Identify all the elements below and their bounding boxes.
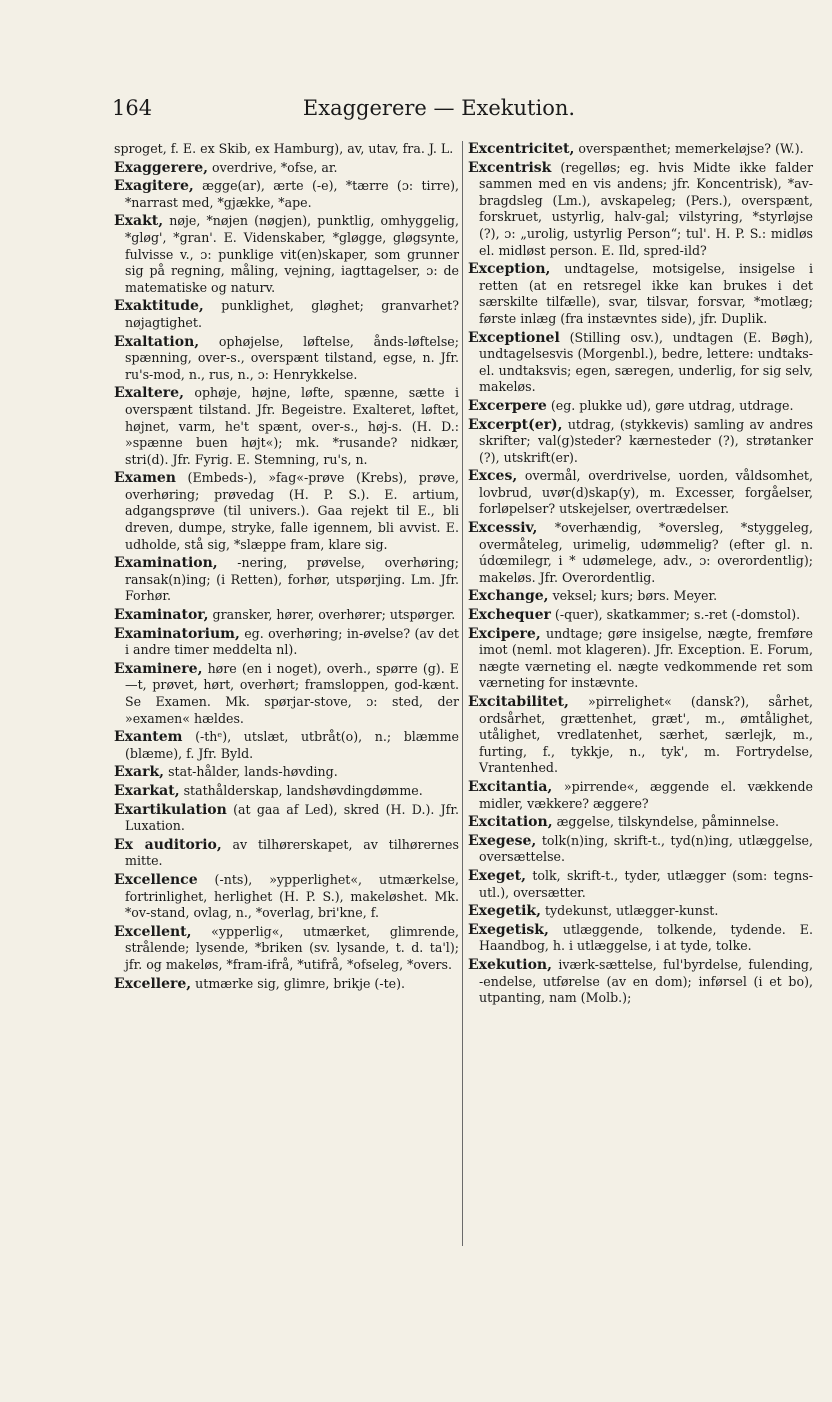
column-divider xyxy=(462,141,463,1246)
dictionary-entry xyxy=(114,626,459,659)
entry-headword: Excipere, xyxy=(468,625,541,642)
entry-headword: Exagitere, xyxy=(114,178,194,195)
right-column xyxy=(468,141,813,1009)
dictionary-entry xyxy=(114,334,459,384)
entry-headword: Exartikulation xyxy=(114,801,227,818)
entry-definition: undtagelse, motsigelse, insigelse i retten (at en retsregel ikke kan brukes i det særskilte tilfælle), svar, tilsvar, forsvar, *motlæg; første inlæg (fra instævntes side), jfr. Duplik. xyxy=(479,261,813,326)
left-column xyxy=(114,141,459,994)
dictionary-entry xyxy=(114,607,459,624)
dictionary-entry xyxy=(114,783,459,800)
entry-headword: Exegetik, xyxy=(468,903,541,920)
entry-definition: overdrive, *ofse, ar. xyxy=(212,159,338,175)
entry-definition: (Stilling osv.), undtagen (E. Bøgh), undtagelsesvis (Morgenbl.), bedre, lettere: undtaks- el. undtaksvis; egen, særegen, underlig, for sig selv, makeløs. xyxy=(479,329,813,395)
entry-definition: *overhændig, *oversleg, *styggeleg, overmåteleg, urimelig, udømmelig? (efter gl. n. údœmilegr, i * udømelege, adv., ɔ: overordentlig); makeløs. Jfr. Overordentlig. xyxy=(479,520,813,585)
entry-headword: Examen xyxy=(114,470,176,487)
entry-definition: ophøjelse, løftelse, ånds-løftelse; spænning, over-s., overspænt tilstand, egse, n. Jfr. ru's-mod, n., rus, n., ɔ: Henrykkelse. xyxy=(125,333,459,382)
entry-headword: Excerpere xyxy=(468,397,547,414)
entry-definition: sproget, f. E. ex Skib, ex Hamburg), av, utav, fra. J. L. xyxy=(114,141,454,156)
dictionary-entry xyxy=(114,298,459,331)
entry-definition: æggelse, tilskyndelse, påminnelse. xyxy=(556,814,780,830)
dictionary-entry xyxy=(114,729,459,762)
entry-definition: stathålderskap, landshøvdingdømme. xyxy=(183,782,423,798)
dictionary-entry xyxy=(468,607,813,624)
entry-definition: tydekunst, utlægger-kunst. xyxy=(545,903,719,919)
entry-definition: ophøje, højne, løfte, spænne, sætte i overspænt tilstand. Jfr. Begeistre. Exalteret, løftet, højnet, varm, he't spænt, over-s., høj-s. (H. D.: »spænne buen højt«); mk. *rusande? nidkær, stri(d). Jfr. Fyrig. E. Stemning, ru's, n. xyxy=(125,385,460,467)
entry-headword: Excellent, xyxy=(114,923,192,940)
entry-headword: Exark, xyxy=(114,764,165,781)
entry-headword: Excitation, xyxy=(468,814,553,831)
dictionary-entry xyxy=(114,661,459,727)
entry-definition: (-thᵉ), utslæt, utbråt(o), n.; blæmme (blæme), f. Jfr. Byld. xyxy=(125,729,459,761)
entry-headword: Exakt, xyxy=(114,213,164,230)
dictionary-entry xyxy=(468,814,813,831)
page-title: Exaggerere — Exekution. xyxy=(302,96,576,120)
entry-definition: »pirrende«, æggende el. vækkende midler, vækkere? æggere? xyxy=(479,778,813,811)
dictionary-entry xyxy=(468,922,813,955)
dictionary-entry xyxy=(114,976,459,993)
entry-headword: Excentricitet, xyxy=(468,141,575,157)
entry-headword: Examinator, xyxy=(114,607,209,624)
dictionary-entry xyxy=(468,520,813,586)
entry-definition: utdrag, (stykkevis) samling av andres skrifter; val(g)steder? kærnesteder (?), strøtanker (?), utskrift(er). xyxy=(479,416,813,465)
entry-definition: punklighet, gløghet; granvarhet? nøjagtighet. xyxy=(125,298,459,330)
dictionary-entry xyxy=(468,833,813,866)
entry-headword: Examinere, xyxy=(114,660,203,677)
entry-headword: Exekution, xyxy=(468,956,552,973)
entry-headword: Excerpt(er), xyxy=(468,416,563,433)
entry-headword: Excitantia, xyxy=(468,778,553,795)
dictionary-entry xyxy=(468,141,813,158)
dictionary-entry xyxy=(468,330,813,396)
entry-headword: Exaktitude, xyxy=(114,298,204,315)
entry-definition: «ypperlig«, utmærket, glimrende, strålende; lysende, *briken (sv. lysande, t. d. ta'l); jfr. og makeløs, *fram-ifrå, *utifrå, *ofseleg, *overs. xyxy=(125,923,459,972)
entry-headword: Excitabilitet, xyxy=(468,694,569,710)
entry-headword: Excellere, xyxy=(114,975,192,992)
entry-headword: Exchequer xyxy=(468,607,551,624)
entry-definition: gransker, hører, overhører; utspørger. xyxy=(212,607,456,623)
entry-headword: Excessiv, xyxy=(468,520,538,537)
dictionary-entry xyxy=(114,470,459,553)
entry-definition: ægge(ar), ærte (-e), *tærre (ɔ: tirre), *narrast med, *gjække, *ape. xyxy=(125,178,459,210)
dictionary-entry xyxy=(468,468,813,518)
entry-headword: Exantem xyxy=(114,729,183,746)
dictionary-entry xyxy=(468,779,813,812)
entry-definition: (regelløs; eg. hvis Midte ikke falder sammen med en vis andens; jfr. Koncentrisk), *av-bragdsleg (Lm.), avskapeleg; (Pers.), overspænt, forskruet, ustyrlig, halv-gal; vilstyring, *styrløjse (?), ɔ: „urolig, ustyrlig Person“; tul'. H. P. S.: midløs el. midløst person. E. Ild, spred-ild? xyxy=(479,159,813,258)
page-number: 164 xyxy=(112,96,153,120)
entry-definition: undtage; gøre insigelse, nægte, fremføre imot (neml. mot klageren). Jfr. Exception. E. Forum, nægte værneting el. nægte vedkommende ret som værneting for instævnte. xyxy=(479,625,813,691)
entry-definition: tolk, skrift-t., tyder, utlægger (som: tegns-utl.), oversætter. xyxy=(479,867,813,900)
entry-definition: overspænthet; memerkeløjse? (W.). xyxy=(578,141,804,156)
entry-definition: utmærke sig, glimre, brikje (-te). xyxy=(195,975,406,991)
dictionary-entry xyxy=(468,417,813,467)
dictionary-entry xyxy=(114,764,459,781)
entry-definition: iværk-sættelse, ful'byrdelse, fulending, -endelse, utførelse (av en dom); inførsel (i et bo), utpanting, nam (Molb.); xyxy=(479,956,813,1006)
entry-headword: Exarkat, xyxy=(114,782,180,799)
entry-definition: eg. overhøring; in-øvelse? (av det i andre timer meddelta nl). xyxy=(125,625,459,658)
entry-headword: Examination, xyxy=(114,555,218,572)
dictionary-entry xyxy=(114,385,459,468)
entry-definition: (eg. plukke ud), gøre utdrag, utdrage. xyxy=(550,397,794,413)
entry-definition: (-nts), »ypperlighet«, utmærkelse, fortrinlighet, herlighet (H. P. S.), makeløshet. Mk. *ov-stand, ovlag, n., *overlag, bri'kne, f. xyxy=(125,871,459,921)
dictionary-entry xyxy=(114,178,459,211)
entry-definition: overmål, overdrivelse, uorden, våldsomhet, lovbrud, uvør(d)skap(y), m. Excesser, forgåelser, forløpelser? utskejelser, overtrædelser. xyxy=(479,468,813,517)
entry-definition: -nering, prøvelse, overhøring; ransak(n)ing; (i Retten), forhør, utspørjing. Lm. Jfr. Forhør. xyxy=(125,555,459,604)
dictionary-entry xyxy=(468,398,813,415)
entry-headword: Exeget, xyxy=(468,867,526,884)
entry-headword: Exaltere, xyxy=(114,385,184,402)
entry-headword: Examinatorium, xyxy=(114,625,240,642)
entry-headword: Exaltation, xyxy=(114,333,200,350)
entry-headword: Exception, xyxy=(468,261,551,278)
entry-headword: Ex auditorio, xyxy=(114,836,222,853)
entry-definition: høre (en i noget), overh., spørre (g). E—t, prøvet, hørt, overhørt; framsloppen, god-kænt. Se Examen. Mk. spørjar-stove, ɔ: sted, der »examen« hældes. xyxy=(125,660,459,726)
entry-headword: Excellence xyxy=(114,871,198,888)
dictionary-entry xyxy=(468,160,813,260)
entry-headword: Excentrisk xyxy=(468,159,552,176)
dictionary-entry xyxy=(468,588,813,605)
entry-headword: Exaggerere, xyxy=(114,159,209,176)
entry-headword: Exceptionel xyxy=(468,329,560,346)
entry-definition: utlæggende, tolkende, tydende. E. Haandbog, h. i utlæggelse, i at tyde, tolke. xyxy=(479,921,813,954)
dictionary-entry xyxy=(468,626,813,692)
entry-definition: av tilhørerskapet, av tilhørernes mitte. xyxy=(125,836,459,869)
entry-definition: (Embeds-), »fag«-prøve (Krebs), prøve, overhøring; prøvedag (H. P. S.). E. artium, adgangsprøve (til univers.). Gaa rejekt til E., bli dreven, dumpe, stryke, falle igennem, bli avvist. E. udholde, stå sig, *slæppe fram, klare sig. xyxy=(125,470,459,552)
dictionary-entry xyxy=(114,160,459,177)
entry-headword: Exchange, xyxy=(468,588,549,605)
entry-definition: tolk(n)ing, skrift-t., tyd(n)ing, utlæggelse, oversættelse. xyxy=(479,832,813,865)
dictionary-entry xyxy=(468,957,813,1007)
dictionary-entry xyxy=(114,872,459,922)
dictionary-entry xyxy=(114,924,459,974)
entry-definition: veksel; kurs; børs. Meyer. xyxy=(552,588,718,604)
dictionary-entry xyxy=(114,555,459,605)
entry-definition: (at gaa af Led), skred (H. D.). Jfr. Luxation. xyxy=(125,801,459,834)
dictionary-entry xyxy=(468,903,813,920)
dictionary-entry xyxy=(114,141,459,158)
entry-headword: Exegese, xyxy=(468,832,537,849)
page-header xyxy=(112,96,766,126)
entry-definition: »pirrelighet« (dansk?), sårhet, ordsårhet, grættenhet, græt', m., ømtålighet, utålighet, vredlatenhet, særhet, særlejk, m., furting, f., tykkje, n., tyk', m. Fortrydelse, Vrantenhed. xyxy=(479,694,813,776)
entry-headword: Exegetisk, xyxy=(468,921,549,938)
dictionary-entry xyxy=(114,837,459,870)
dictionary-entry xyxy=(468,261,813,327)
dictionary-entry xyxy=(468,868,813,901)
entry-definition: nøje, *nøjen (nøgjen), punktlig, omhyggelig, *gløg', *gran'. E. Videnskaber, *gløgge, gløgsynte, fulvisse v., ɔ: punklige vit(en)skaper, som grunner sig på regning, måling, vejning, iagttagelser, ɔ: de matematiske og naturv. xyxy=(125,213,459,295)
entry-definition: stat-hålder, lands-høvding. xyxy=(168,764,338,780)
entry-headword: Exces, xyxy=(468,468,518,485)
dictionary-entry xyxy=(114,213,459,296)
dictionary-entry xyxy=(114,802,459,835)
entry-definition: (-quer), skatkammer; s.-ret (-domstol). xyxy=(554,607,801,623)
dictionary-entry xyxy=(468,694,813,777)
